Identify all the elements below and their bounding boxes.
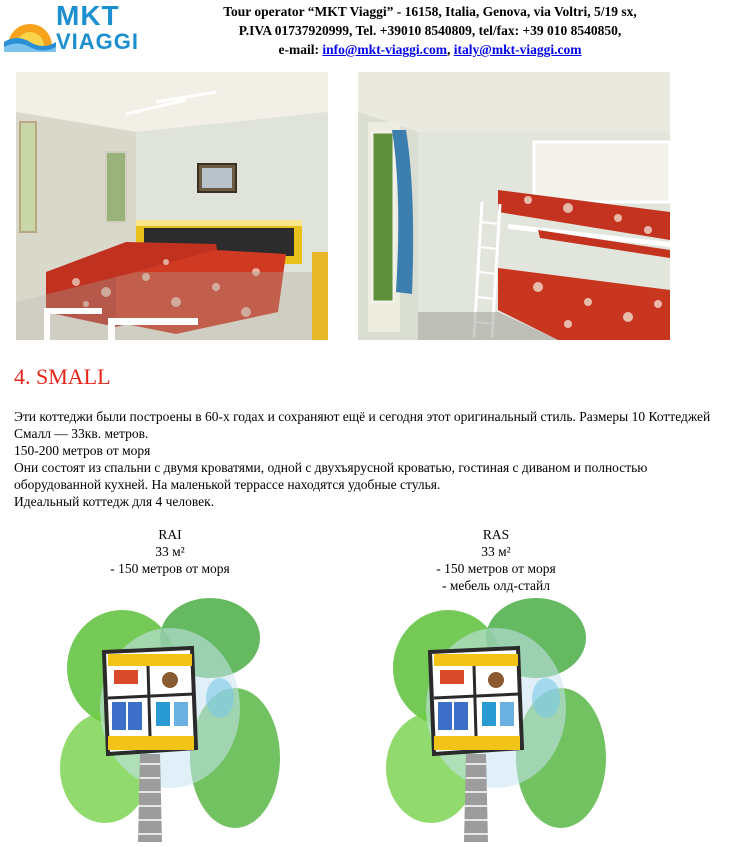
logo-line2: VIAGGI [56,29,140,54]
plan-name: RAI [158,527,182,542]
photo-bunk-bedroom [358,72,670,340]
cottage-description [14,408,726,510]
floor-plan-rai [60,598,280,842]
plan-detail: - мебель олд-стайл [441,578,551,593]
company-header [150,2,710,59]
sun-logo-icon [4,2,56,52]
company-logo [4,0,140,54]
plan-name: RAS [482,527,510,542]
logo-line1: MKT [56,0,120,31]
email-link-italy[interactable]: italy@mkt-viaggi.com [453,42,582,57]
description-paragraph: Идеальный коттедж для 4 человек. [14,494,215,509]
plan-size: 33 м² [481,544,511,559]
header-line1: Tour operator “MKT Viaggi” - 16158, Italia, Genova, via Voltri, 5/19 sx, [223,4,637,19]
logo-wordmark [56,2,139,53]
photo-twin-bedroom [16,72,328,340]
description-paragraph: Они состоят из спальни с двумя кроватями, одной с двухъярусной кроватью, гостиная с диваном и полностью оборудованной кухней. На маленькой террассе находятся удобные стулья. [14,460,648,492]
floor-plan-ras [386,598,606,842]
email-label: e-mail: [278,42,323,57]
plan-size: 33 м² [155,544,185,559]
plan-caption-rai [60,526,280,577]
description-paragraph: Эти коттеджи были построены в 60-х годах и сохраняют ещё и сегодня этот оригинальный стиль. Размеры 10 Коттеджей Смалл — 33кв. метров. [14,409,711,441]
description-paragraph: 150-200 метров от моря [14,443,151,458]
plan-detail: - 150 метров от моря [110,561,230,576]
plan-detail: - 150 метров от моря [436,561,556,576]
plan-caption-ras [386,526,606,594]
header-email-line [150,40,710,59]
header-line2: P.IVA 01737920999, Tel. +39010 8540809, tel/fax: +39 010 8540850, [238,23,622,38]
email-link-info[interactable]: info@mkt-viaggi.com [322,42,448,57]
email-separator: , [447,42,454,57]
section-title: 4. SMALL [14,364,111,389]
